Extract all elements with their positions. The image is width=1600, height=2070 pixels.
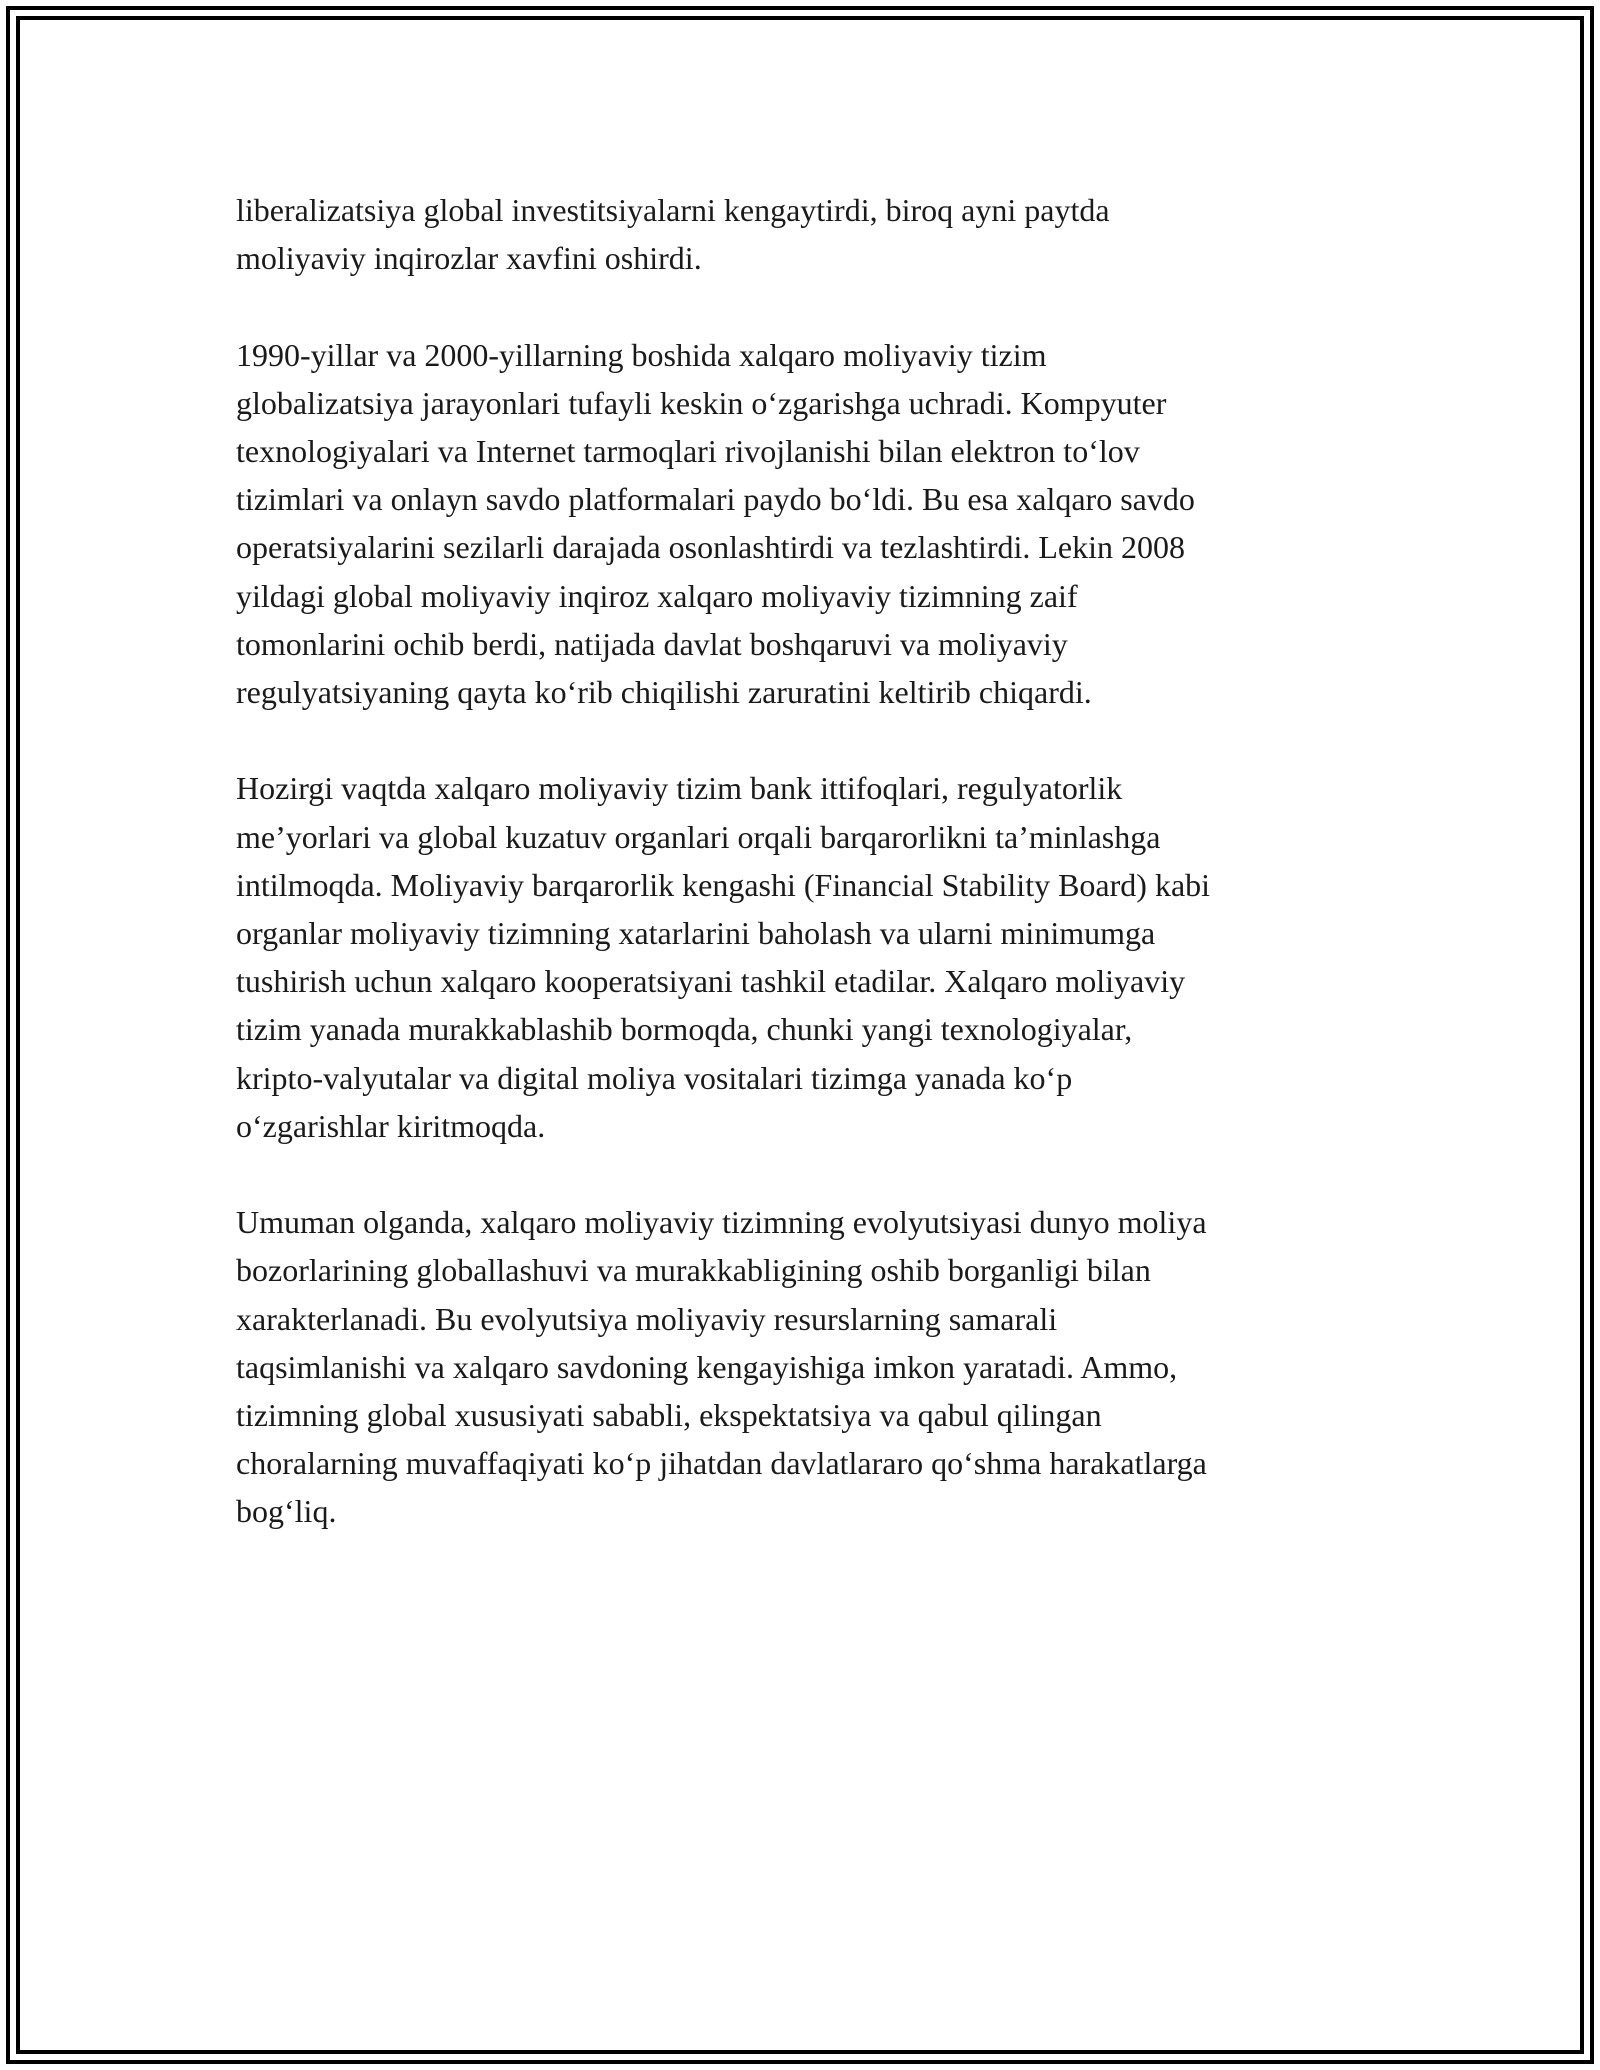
text-line: tizimning global xususiyati sababli, ekspektatsiya va qabul qilingan (236, 1397, 1102, 1434)
text-line: operatsiyalarini sezilarli darajada osonlashtirdi va tezlashtirdi. Lekin 2008 (236, 529, 1186, 566)
text-line: tizim yanada murakkablashib bormoqda, chunki yangi texnologiyalar, (236, 1011, 1133, 1048)
text-line: tizimlari va onlayn savdo platformalari paydo bo‘ldi. Bu esa xalqaro savdo (236, 481, 1195, 518)
text-line: bozorlarining globallashuvi va murakkabligining oshib borganligi bilan (236, 1252, 1151, 1289)
text-line: choralarning muvaffaqiyati ko‘p jihatdan davlatlararo qo‘shma harakatlarga (236, 1445, 1207, 1482)
paragraph-2 (236, 331, 1356, 717)
text-line: 1990-yillar va 2000-yillarning boshida xalqaro moliyaviy tizim (236, 336, 1047, 373)
text-line: liberalizatsiya global investitsiyalarni kengaytirdi, biroq ayni paytda (236, 192, 1110, 228)
text-line: tomonlarini ochib berdi, natijada davlat boshqaruvi va moliyaviy (236, 625, 1068, 662)
text-line: taqsimlanishi va xalqaro savdoning kengayishiga imkon yaratadi. Ammo, (236, 1348, 1178, 1385)
text-line: kripto-valyutalar va digital moliya vositalari tizimga yanada ko‘p (236, 1059, 1073, 1096)
text-line: moliyaviy inqirozlar xavfini oshirdi. (236, 240, 702, 277)
text-line: globalizatsiya jarayonlari tufayli keskin o‘zgarishga uchradi. Kompyuter (236, 384, 1167, 421)
text-line: intilmoqda. Moliyaviy barqarorlik kengashi (Financial Stability Board) kabi (236, 866, 1211, 903)
text-line: organlar moliyaviy tizimning xatarlarini baholash va ularni minimumga (236, 915, 1156, 952)
text-line: o‘zgarishlar kiritmoqda. (236, 1107, 546, 1144)
text-line: yildagi global moliyaviy inqiroz xalqaro moliyaviy tizimning zaif (236, 577, 1078, 614)
paragraph-3 (236, 764, 1356, 1150)
document-body (236, 186, 1356, 1584)
text-line: regulyatsiyaning qayta ko‘rib chiqilishi zaruratini keltirib chiqardi. (236, 674, 1092, 711)
paragraph-1 (236, 186, 1356, 282)
text-line: xarakterlanadi. Bu evolyutsiya moliyaviy resurslarning samarali (236, 1300, 1058, 1337)
paragraph-4 (236, 1198, 1356, 1535)
text-line: me’yorlari va global kuzatuv organlari orqali barqarorlikni ta’minlashga (236, 818, 1161, 855)
text-line: tushirish uchun xalqaro kooperatsiyani tashkil etadilar. Xalqaro moliyaviy (236, 963, 1186, 1000)
text-line: Umuman olganda, xalqaro moliyaviy tizimning evolyutsiyasi dunyo moliya (236, 1204, 1207, 1241)
text-line: bog‘liq. (236, 1493, 337, 1530)
text-line: Hozirgi vaqtda xalqaro moliyaviy tizim bank ittifoqlari, regulyatorlik (236, 770, 1123, 807)
text-line: texnologiyalari va Internet tarmoqlari rivojlanishi bilan elektron to‘lov (236, 433, 1140, 469)
